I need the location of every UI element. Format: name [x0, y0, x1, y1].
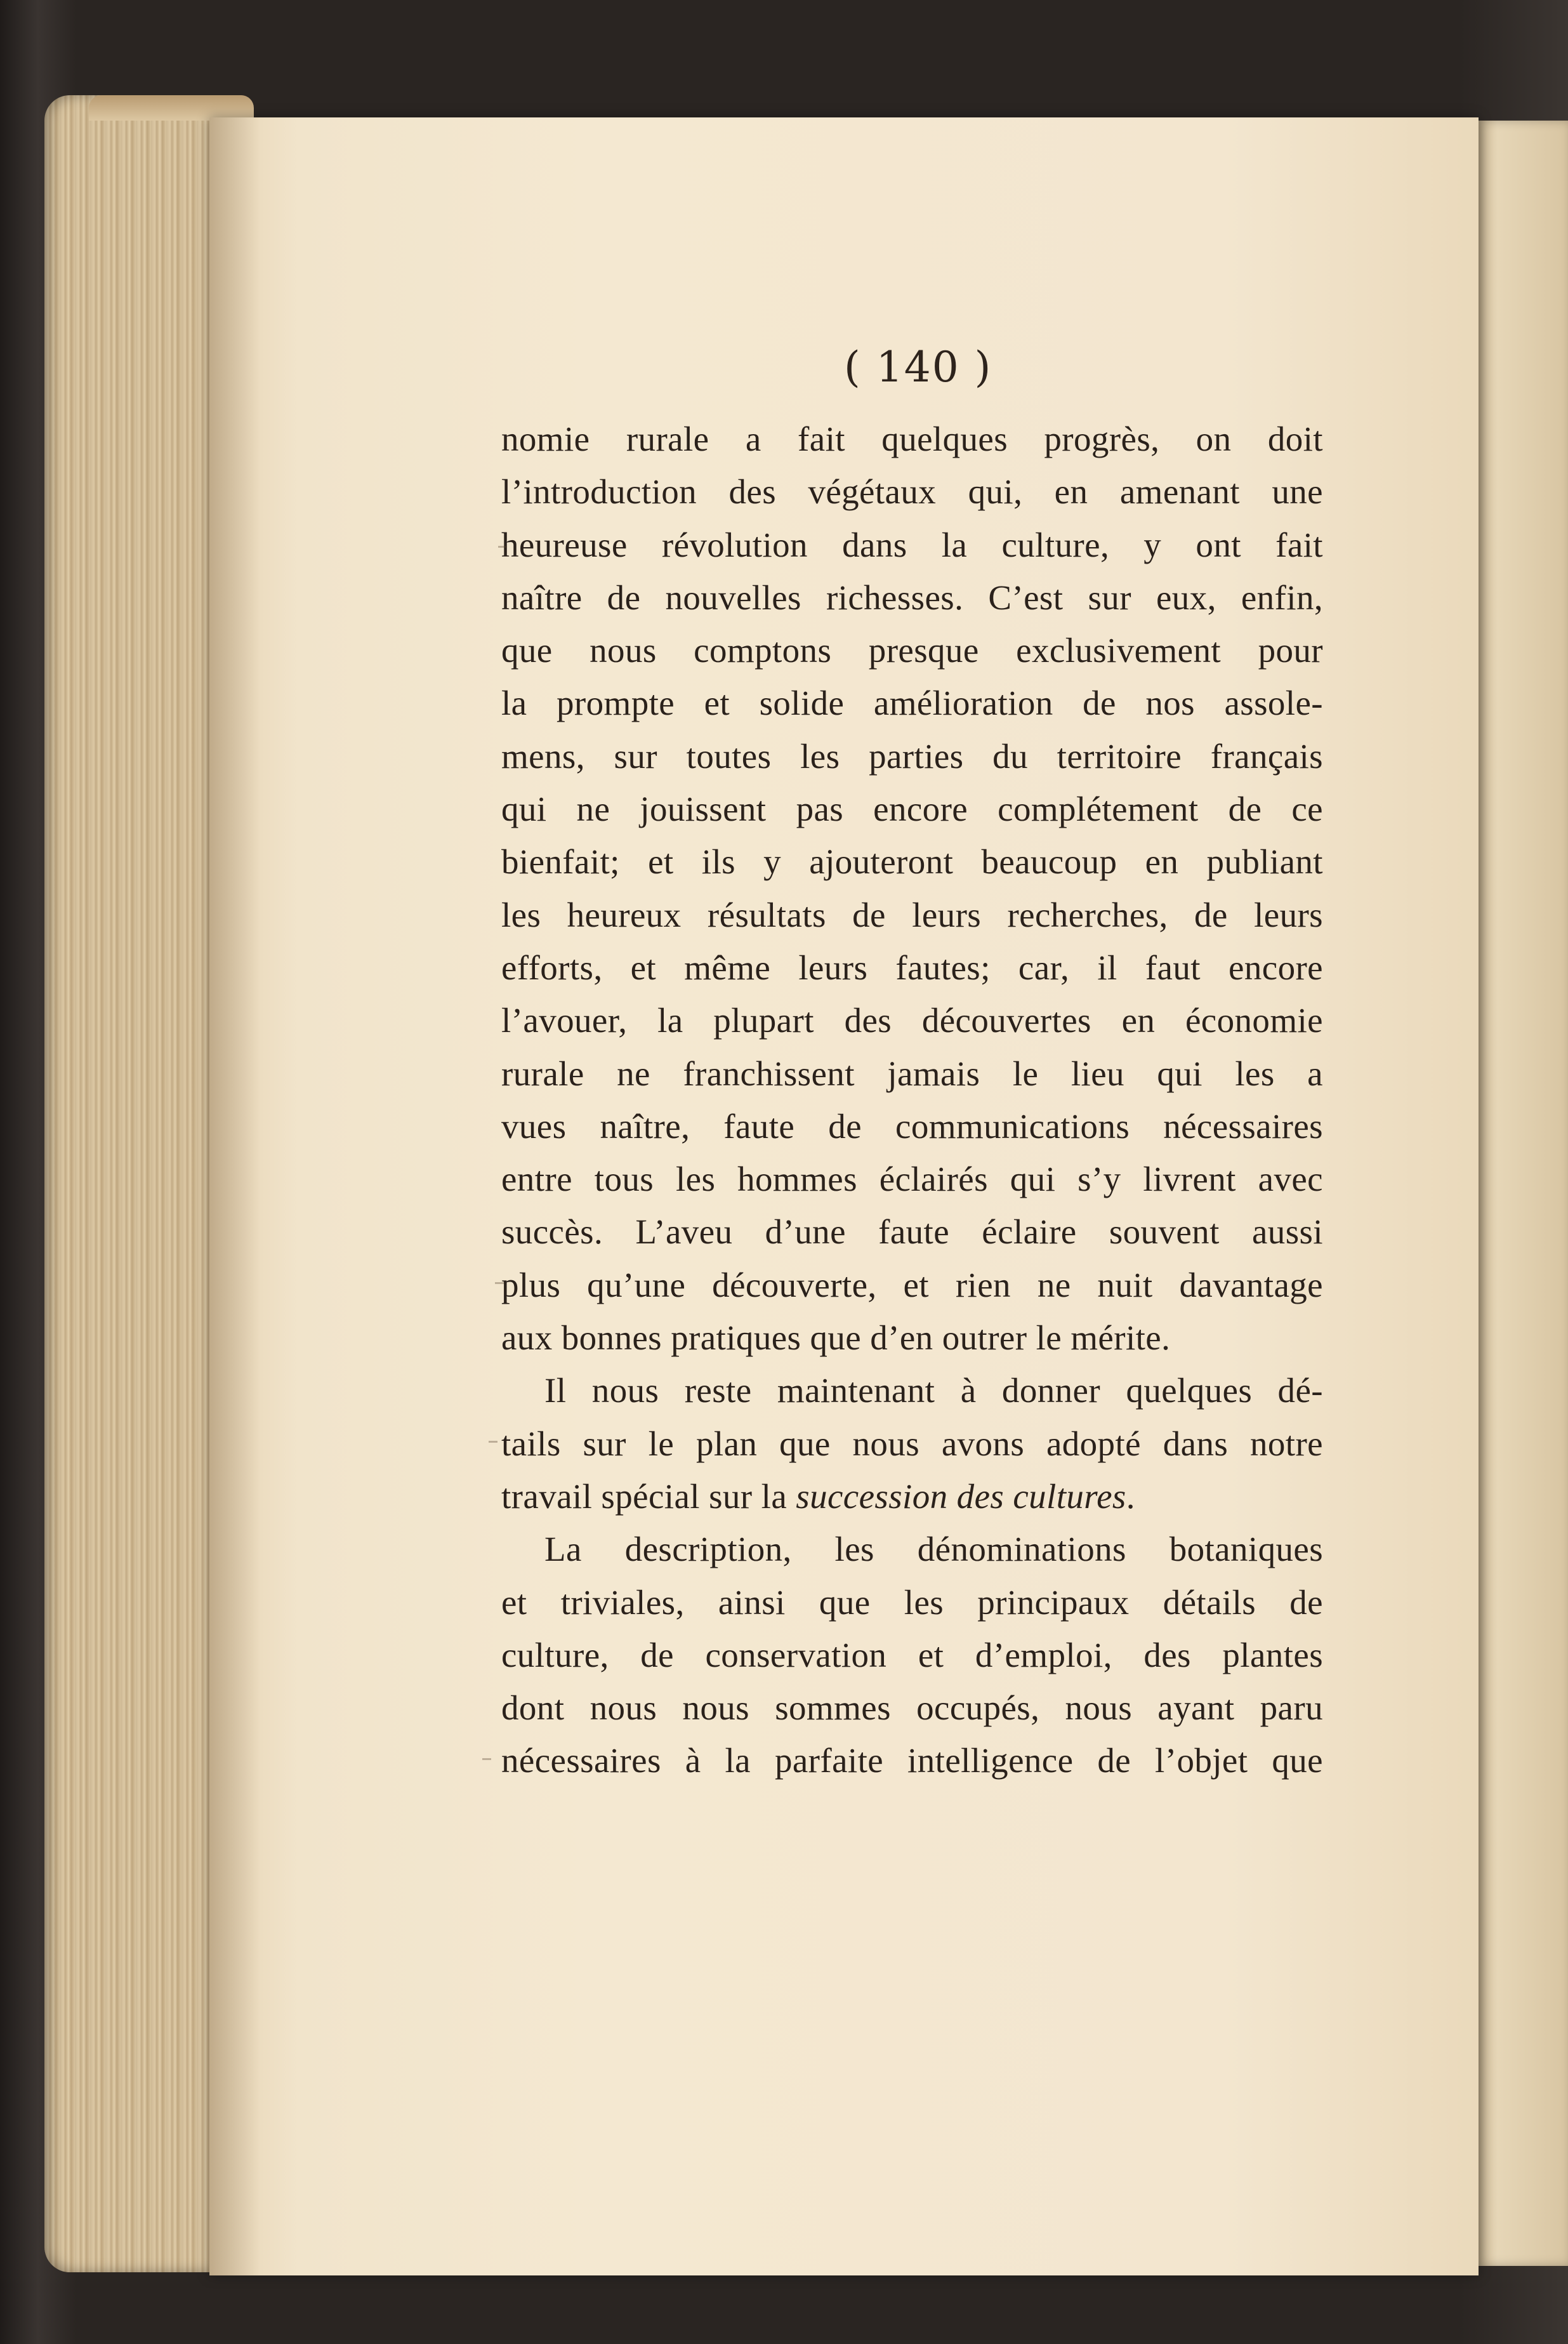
gutter-shadow — [209, 117, 260, 2275]
italic-title: succession des cultures — [796, 1476, 1126, 1516]
text-line: que nous comptons presque exclusivement pour — [501, 631, 1323, 670]
text-fragment: . — [1126, 1476, 1135, 1516]
facing-page-edge — [1479, 121, 1568, 2266]
text-line: culture, de conservation et d’emploi, des plantes — [501, 1635, 1323, 1674]
text-line: les heureux résultats de leurs recherches, de leurs — [501, 895, 1323, 934]
text-line: dont nous nous sommes occupés, nous ayant paru — [501, 1688, 1323, 1728]
text-line: efforts, et même leurs fautes; car, il faut encore — [501, 948, 1323, 987]
book-page-edges — [44, 95, 235, 2272]
text-line: vues naître, faute de communications nécessaires — [501, 1106, 1323, 1146]
text-line: naître de nouvelles richesses. C’est sur eux, enfin, — [501, 578, 1323, 617]
paragraph-start-line: La description, les dénominations botaniques — [544, 1530, 1323, 1569]
text-line: entre tous les hommes éclairés qui s’y livrent avec — [501, 1160, 1323, 1199]
text-line: rurale ne franchissent jamais le lieu qui les a — [501, 1054, 1323, 1093]
text-line: mens, sur toutes les parties du territoire français — [501, 736, 1323, 776]
page-number: ( 140 ) — [844, 343, 992, 392]
text-line: nomie rurale a fait quelques progrès, on doit — [501, 420, 1323, 458]
text-line: et triviales, ainsi que les principaux détails de — [501, 1582, 1323, 1622]
book-top-edge — [89, 95, 254, 121]
body-text — [501, 413, 1323, 1787]
text-line: l’avouer, la plupart des découvertes en économie — [501, 1001, 1323, 1040]
text-line: heureuse révolution dans la culture, y ont fait — [501, 525, 1323, 564]
margin-mark — [489, 1441, 497, 1443]
text-line: plus qu’une découverte, et rien ne nuit davantage — [501, 1265, 1323, 1304]
text-line: l’introduction des végétaux qui, en amenant une — [501, 472, 1323, 512]
paragraph-start-line: Il nous reste maintenant à donner quelques dé- — [544, 1371, 1323, 1410]
margin-mark — [482, 1758, 491, 1760]
text-line: tails sur le plan que nous avons adopté dans notre — [501, 1424, 1323, 1463]
margin-mark — [498, 546, 507, 548]
text-line — [501, 1470, 1323, 1523]
text-line: succès. L’aveu d’une faute éclaire souvent aussi — [501, 1212, 1323, 1252]
margin-mark — [495, 1282, 504, 1284]
text-fragment: travail spécial sur la — [501, 1476, 796, 1516]
text-line: nécessaires à la parfaite intelligence de l’objet que — [501, 1741, 1323, 1780]
text-line: la prompte et solide amélioration de nos assole- — [501, 684, 1323, 723]
text-line: qui ne jouissent pas encore complétement de ce — [501, 790, 1323, 829]
text-line: aux bonnes pratiques que d’en outrer le mérite. — [501, 1318, 1171, 1358]
text-line: bienfait; et ils y ajouteront beaucoup en publiant — [501, 842, 1323, 882]
